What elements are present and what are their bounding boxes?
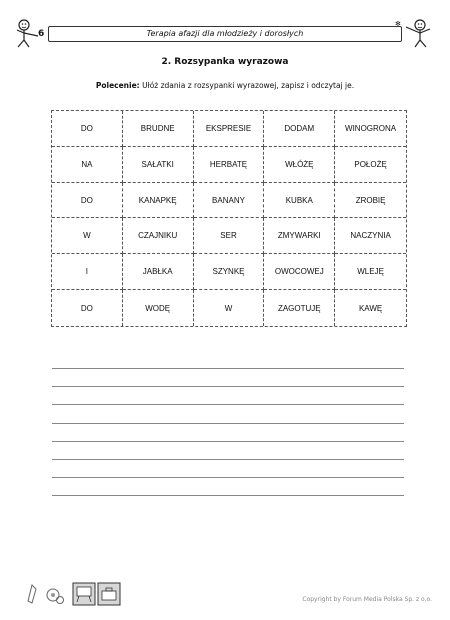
exercise-instruction (0, 81, 450, 90)
writing-line (52, 459, 404, 460)
word-scramble-grid (51, 110, 407, 327)
writing-line (52, 441, 404, 442)
stick-figure-right-icon (394, 18, 434, 48)
word-cell: ZROBIĘ (335, 183, 406, 219)
word-cell: BANANY (194, 183, 265, 219)
writing-line (52, 423, 404, 424)
instruction-text: Ułóż zdania z rozsypanki wyrazowej, zapisz i odczytaj je. (142, 81, 355, 90)
word-cell: WŁÓŻĘ (264, 147, 335, 183)
word-cell: DODAM (264, 111, 335, 147)
word-cell: BRUDNE (123, 111, 194, 147)
svg-text:✻: ✻ (395, 20, 401, 28)
word-cell: I (52, 254, 123, 290)
footer-icons (26, 581, 126, 607)
writing-line (52, 404, 404, 405)
gears-icon (47, 589, 64, 604)
briefcase-icon (98, 583, 120, 605)
word-cell: CZAJNIKU (123, 218, 194, 254)
word-cell: NACZYNIA (335, 218, 406, 254)
exercise-title: 2. Rozsypanka wyrazowa (161, 57, 289, 67)
writing-line (52, 477, 404, 478)
word-cell: POŁOŻĘ (335, 147, 406, 183)
header-title-band (48, 26, 402, 42)
word-cell: SAŁATKI (123, 147, 194, 183)
writing-lines (52, 368, 404, 514)
instruction-label: Polecenie: (95, 81, 140, 90)
writing-line (52, 368, 404, 369)
word-cell: W (52, 218, 123, 254)
header-title: Terapia afazji dla młodzieży i dorosłych (146, 29, 304, 38)
word-cell: OWOCOWEJ (264, 254, 335, 290)
word-cell: DO (52, 290, 123, 326)
word-cell: W (194, 290, 265, 326)
word-cell: ZAGOTUJĘ (264, 290, 335, 326)
word-cell: KUBKA (264, 183, 335, 219)
word-cell: EKSPRESIE (194, 111, 265, 147)
word-cell: DO (52, 111, 123, 147)
board-icon (73, 583, 95, 605)
word-cell: DO (52, 183, 123, 219)
word-cell: SZYNKĘ (194, 254, 265, 290)
page-header (8, 18, 434, 48)
word-cell: WINOGRONA (335, 111, 406, 147)
word-cell: WODĘ (123, 290, 194, 326)
word-cell: KANAPKĘ (123, 183, 194, 219)
word-cell: KAWĘ (358, 303, 383, 313)
page-number: 6 (38, 29, 45, 39)
word-cell: SER (194, 218, 265, 254)
word-cell: NA (52, 147, 123, 183)
word-cell: WLEJĘ (335, 254, 406, 290)
writing-line (52, 495, 404, 496)
word-cell: JABŁKA (123, 254, 194, 290)
writing-line (52, 386, 404, 387)
word-cell: HERBATĘ (194, 147, 265, 183)
copyright-text: Copyright by Forum Media Polska Sp. z o.o. (302, 596, 432, 603)
pencil-icon (28, 585, 36, 603)
word-cell: ZMYWARKI (264, 218, 335, 254)
